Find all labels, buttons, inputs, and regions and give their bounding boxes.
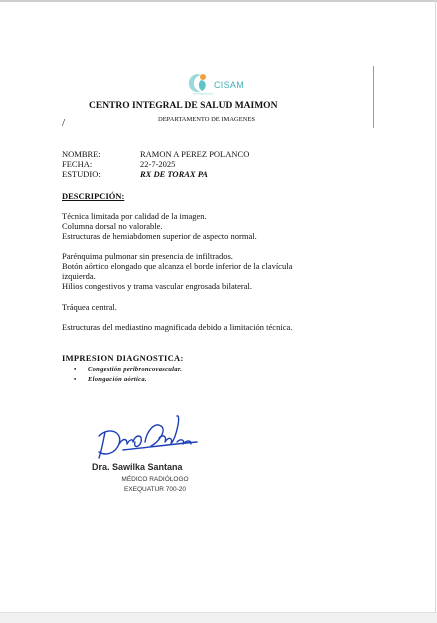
exequatur-number: EXEQUATUR 700-20	[123, 486, 186, 493]
description-line: Parénquima pulmonar sin presencia de infiltrados.	[62, 251, 233, 261]
description-line: Estructuras del mediastino magnificada debido a limitación técnica.	[62, 322, 293, 332]
description-line: Estructuras de hemiabdomen superior de aspecto normal.	[62, 231, 257, 241]
description-line: Hilios congestivos y trama vascular engrosada bilateral.	[62, 281, 253, 291]
description-heading: DESCRIPCIÓN:	[62, 191, 125, 201]
description-line: Columna dorsal no valorable.	[62, 221, 163, 231]
description-block-trachea	[62, 302, 362, 312]
page-bottom-bar	[0, 612, 437, 623]
center-title: CENTRO INTEGRAL DE SALUD MAIMON	[89, 101, 278, 111]
description-block-mediastinum	[62, 322, 362, 332]
department-name: DEPARTAMENTO DE IMAGENES	[158, 116, 255, 123]
radiologist-title: MÉDICO RADIÓLOGO	[121, 476, 189, 483]
description-line: izquierda.	[62, 271, 96, 281]
radiologist-credentials	[65, 476, 245, 500]
cursor-mark: /	[62, 117, 66, 129]
date-label: FECHA:	[62, 159, 93, 169]
study-value: RX DE TORAX PA	[140, 169, 208, 179]
description-block-technique	[62, 211, 362, 241]
description-block-lungs	[62, 251, 362, 291]
description-line: Tráquea central.	[62, 302, 117, 312]
study-label: ESTUDIO:	[62, 169, 101, 179]
impression-heading: IMPRESION DIAGNOSTICA:	[62, 353, 184, 363]
page-right-border	[435, 0, 436, 622]
impression-item: • Elongación aórtica.	[74, 375, 182, 385]
page-top-border	[0, 0, 437, 2]
radiologist-name: Dra. Sawilka Santana	[92, 462, 183, 472]
margin-guide-line	[373, 66, 374, 128]
name-value: RAMON A PEREZ POLANCO	[140, 149, 250, 159]
handwritten-signature	[93, 412, 203, 464]
description-line: Botón aórtico elongado que alcanza el borde inferior de la clavícula	[62, 261, 293, 271]
logo-wordmark: CISAM	[214, 80, 245, 90]
impression-item: • Congestión peribroncovascular.	[74, 365, 182, 375]
date-value: 22-7-2025	[140, 159, 176, 169]
impression-list	[74, 365, 182, 385]
name-label: NOMBRE:	[62, 149, 101, 159]
description-line: Técnica limitada por calidad de la imagen.	[62, 211, 207, 221]
